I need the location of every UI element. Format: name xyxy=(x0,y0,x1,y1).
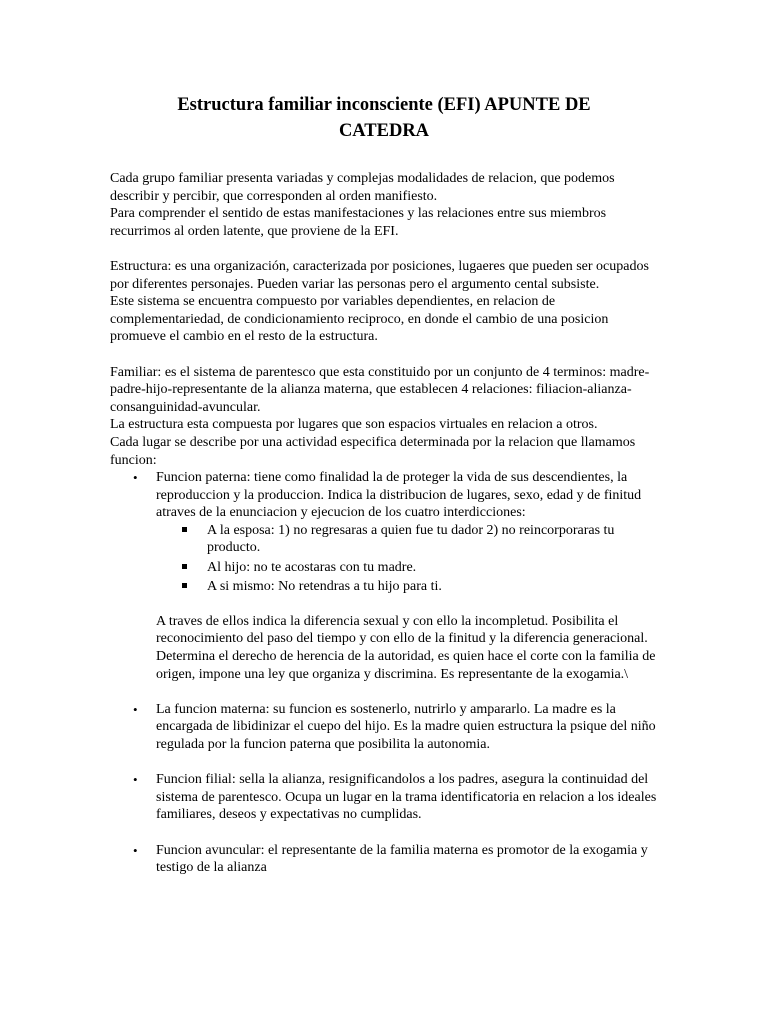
document-page xyxy=(110,92,658,877)
funciones-list-continued xyxy=(110,701,658,877)
funcion-paterna-text: Funcion paterna: tiene como finalidad la de proteger la vida de sus descendientes, la reproduccion y la produccion. Indica la distribucion de lugares, sexo, edad y de finitud atraves de la enunciacion y ejecucion de los cuatro interdicciones: xyxy=(156,470,642,521)
list-item-interdiccion xyxy=(110,522,658,557)
square-bullet-icon xyxy=(182,564,187,569)
bullet-icon: • xyxy=(133,470,138,486)
intro-paragraph-2: Para comprender el sentido de estas manifestaciones y las relaciones entre sus miembros recurrimos al orden latente, que proviene de la EFI. xyxy=(110,206,607,239)
interdiccion-text: A si mismo: No retendras a tu hijo para ti. xyxy=(207,578,442,594)
list-item-interdiccion xyxy=(110,559,658,577)
funciones-list xyxy=(110,469,658,522)
interdicciones-list xyxy=(110,522,658,595)
interdiccion-text: Al hijo: no te acostaras con tu madre. xyxy=(207,559,417,575)
square-bullet-icon xyxy=(182,583,187,588)
funcion-filial-text: Funcion filial: sella la alianza, resignificandolos a los padres, asegura la continuidad del sistema de parentesco. Ocupa un lugar en la trama identificatoria en relacion a los ideales familiares, deseos y expectativas no cumplidas. xyxy=(156,772,657,823)
bullet-icon: • xyxy=(133,842,138,858)
familiar-paragraph-3: Cada lugar se describe por una actividad especifica determinada por la relacion que llamamos funcion: xyxy=(110,434,636,468)
intro-paragraph-1: Cada grupo familiar presenta variadas y complejas modalidades de relacion, que podemos describir y percibir, que corresponden al orden manifiesto. xyxy=(110,171,615,204)
list-item-funcion-paterna xyxy=(110,469,658,522)
title-line-2: CATEDRA xyxy=(338,121,430,141)
list-item-funcion-materna xyxy=(110,701,658,754)
funcion-materna-text: La funcion materna: su funcion es sostenerlo, nutrirlo y ampararlo. La madre es la encargada de libidinizar el cuepo del hijo. Es la madre quien estructura la psique del niño regulada por la funcion paterna que posibilita la autonomia. xyxy=(156,701,656,752)
bullet-icon: • xyxy=(133,772,138,788)
funcion-paterna-after-1: A traves de ellos indica la diferencia sexual y con ello la incompletud. Posibilita el reconocimiento del paso del tiempo y con ello de la finitud y la diferencia generacional. xyxy=(156,613,648,647)
funcion-paterna-continuation xyxy=(110,613,658,683)
funcion-avuncular-text: Funcion avuncular: el representante de la familia materna es promotor de la exogamia y testigo de la alianza xyxy=(156,842,648,876)
document-title xyxy=(110,92,658,144)
list-item-funcion-avuncular xyxy=(110,842,658,877)
interdiccion-text: A la esposa: 1) no regresaras a quien fue tu dador 2) no reincorporaras tu producto. xyxy=(207,522,615,556)
familiar-paragraph-1: Familiar: es el sistema de parentesco que esta constituido por un conjunto de 4 terminos: madre-padre-hijo-representante de la alianza materna, que establecen 4 relaciones: filiacion-alianza-consanguinidad-avuncular. xyxy=(110,364,650,415)
square-bullet-icon xyxy=(182,527,187,532)
bullet-icon: • xyxy=(133,701,138,717)
familiar-paragraph-2: La estructura esta compuesta por lugares que son espacios virtuales en relacion a otros. xyxy=(110,417,598,433)
estructura-paragraph-1: Estructura: es una organización, caracterizada por posiciones, lugaeres que pueden ser ocupados por diferentes personajes. Pueden variar las personas pero el argumento cental subsiste. xyxy=(110,258,649,292)
title-line-1: Estructura familiar inconsciente (EFI) APUNTE DE xyxy=(177,95,591,115)
funcion-paterna-after-2: Determina el derecho de herencia de la autoridad, es quien hace el corte con la familia de origen, impone una ley que organiza y discrimina. Es representante de la exogamia.\ xyxy=(156,649,656,682)
list-item-funcion-filial xyxy=(110,771,658,824)
estructura-paragraph-2: Este sistema se encuentra compuesto por variables dependientes, en relacion de complementariedad, de condicionamiento reciproco, en donde el cambio de una posicion promueve el cambio en el resto de la estructura. xyxy=(110,294,609,345)
list-item-interdiccion xyxy=(110,578,658,596)
